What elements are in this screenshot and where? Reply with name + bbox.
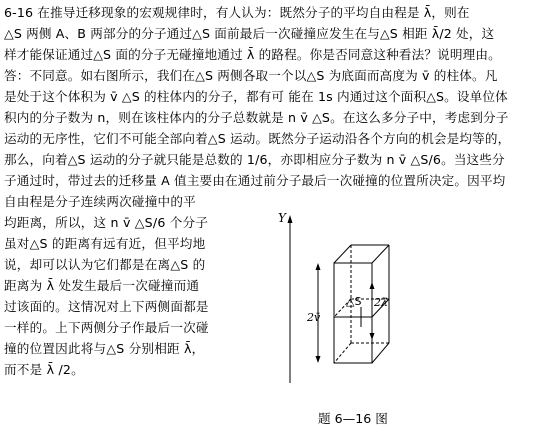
text-line: 自由程是分子连续两次碰撞中的平 [4, 194, 196, 209]
text-line: 距离为 λ̄ 处发生最后一次碰撞而通 [4, 278, 200, 293]
y-axis-arrow [288, 215, 293, 223]
y-axis-label: Y [278, 211, 286, 225]
text-line: 而不是 λ̄ /2。 [4, 362, 84, 377]
figure-caption: 题 6—16 图 [318, 411, 388, 426]
text-line: 6-16 在推导迁移现象的宏观规律时，有人认为：既然分子的平均自由程是 λ̄，则在 [4, 5, 470, 20]
text-line: 虽对△S 的距离有远有近，但平均地 [4, 236, 206, 251]
gap-dimension [370, 282, 375, 340]
text-line: 那么，向着△S 运动的分子就只能是总数的 1/6，亦即相应分子数为 n v̄ △S/6。当这些分 [4, 152, 505, 167]
area-label: △S [346, 295, 362, 308]
gap-label: 2λ̄ [374, 296, 388, 309]
text-line: 样才能保证通过△S 面的分子无碰撞地通过 λ̄ 的路程。你是否同意这种看法？说明理由。 [4, 47, 501, 62]
text-line: 过该面的。这情况对上下两侧面都是 [4, 299, 209, 314]
height-label: 2v̄ [307, 311, 321, 324]
text-line: 积内的分子数为 n，则在该柱体内的分子总数就是 n v̄ △S。在这么多分子中，考虑到分子 [4, 110, 509, 125]
cylinder-diagram [268, 203, 418, 388]
text-line: 是处于这个体积为 v̄ △S 的柱体内的分子，都有可 能在 1s 内通过这个面积△S。设单位体 [4, 89, 508, 104]
text-line: 撞的位置因此将与△S 分别相距 λ̄， [4, 341, 205, 356]
text-line: 均距离，所以，这 n v̄ △S/6 个分子 [4, 215, 209, 230]
text-line: 子通过时，带过去的迁移量 A 值主要由在通过前分子最后一次碰撞的位置所决定。因平均 [4, 173, 506, 188]
text-line: △S 两侧 A、B 两部分的分子通过△S 面前最后一次碰撞应发生在与△S 相距 λ̄/2 处，这 [4, 26, 495, 41]
text-line: 运动的无序性，它们不可能全部向着△S 运动。既然分子运动沿各个方向的机会是均等的， [4, 131, 511, 146]
text-line: 一样的。上下两侧分子作最后一次碰 [4, 320, 209, 335]
text-line: 答：不同意。如右图所示，我们在△S 两侧各取一个以△S 为底面而高度为 v̄ 的柱体。凡 [4, 68, 498, 83]
text-line: 说，却可以认为它们都是在离△S 的 [4, 257, 206, 272]
